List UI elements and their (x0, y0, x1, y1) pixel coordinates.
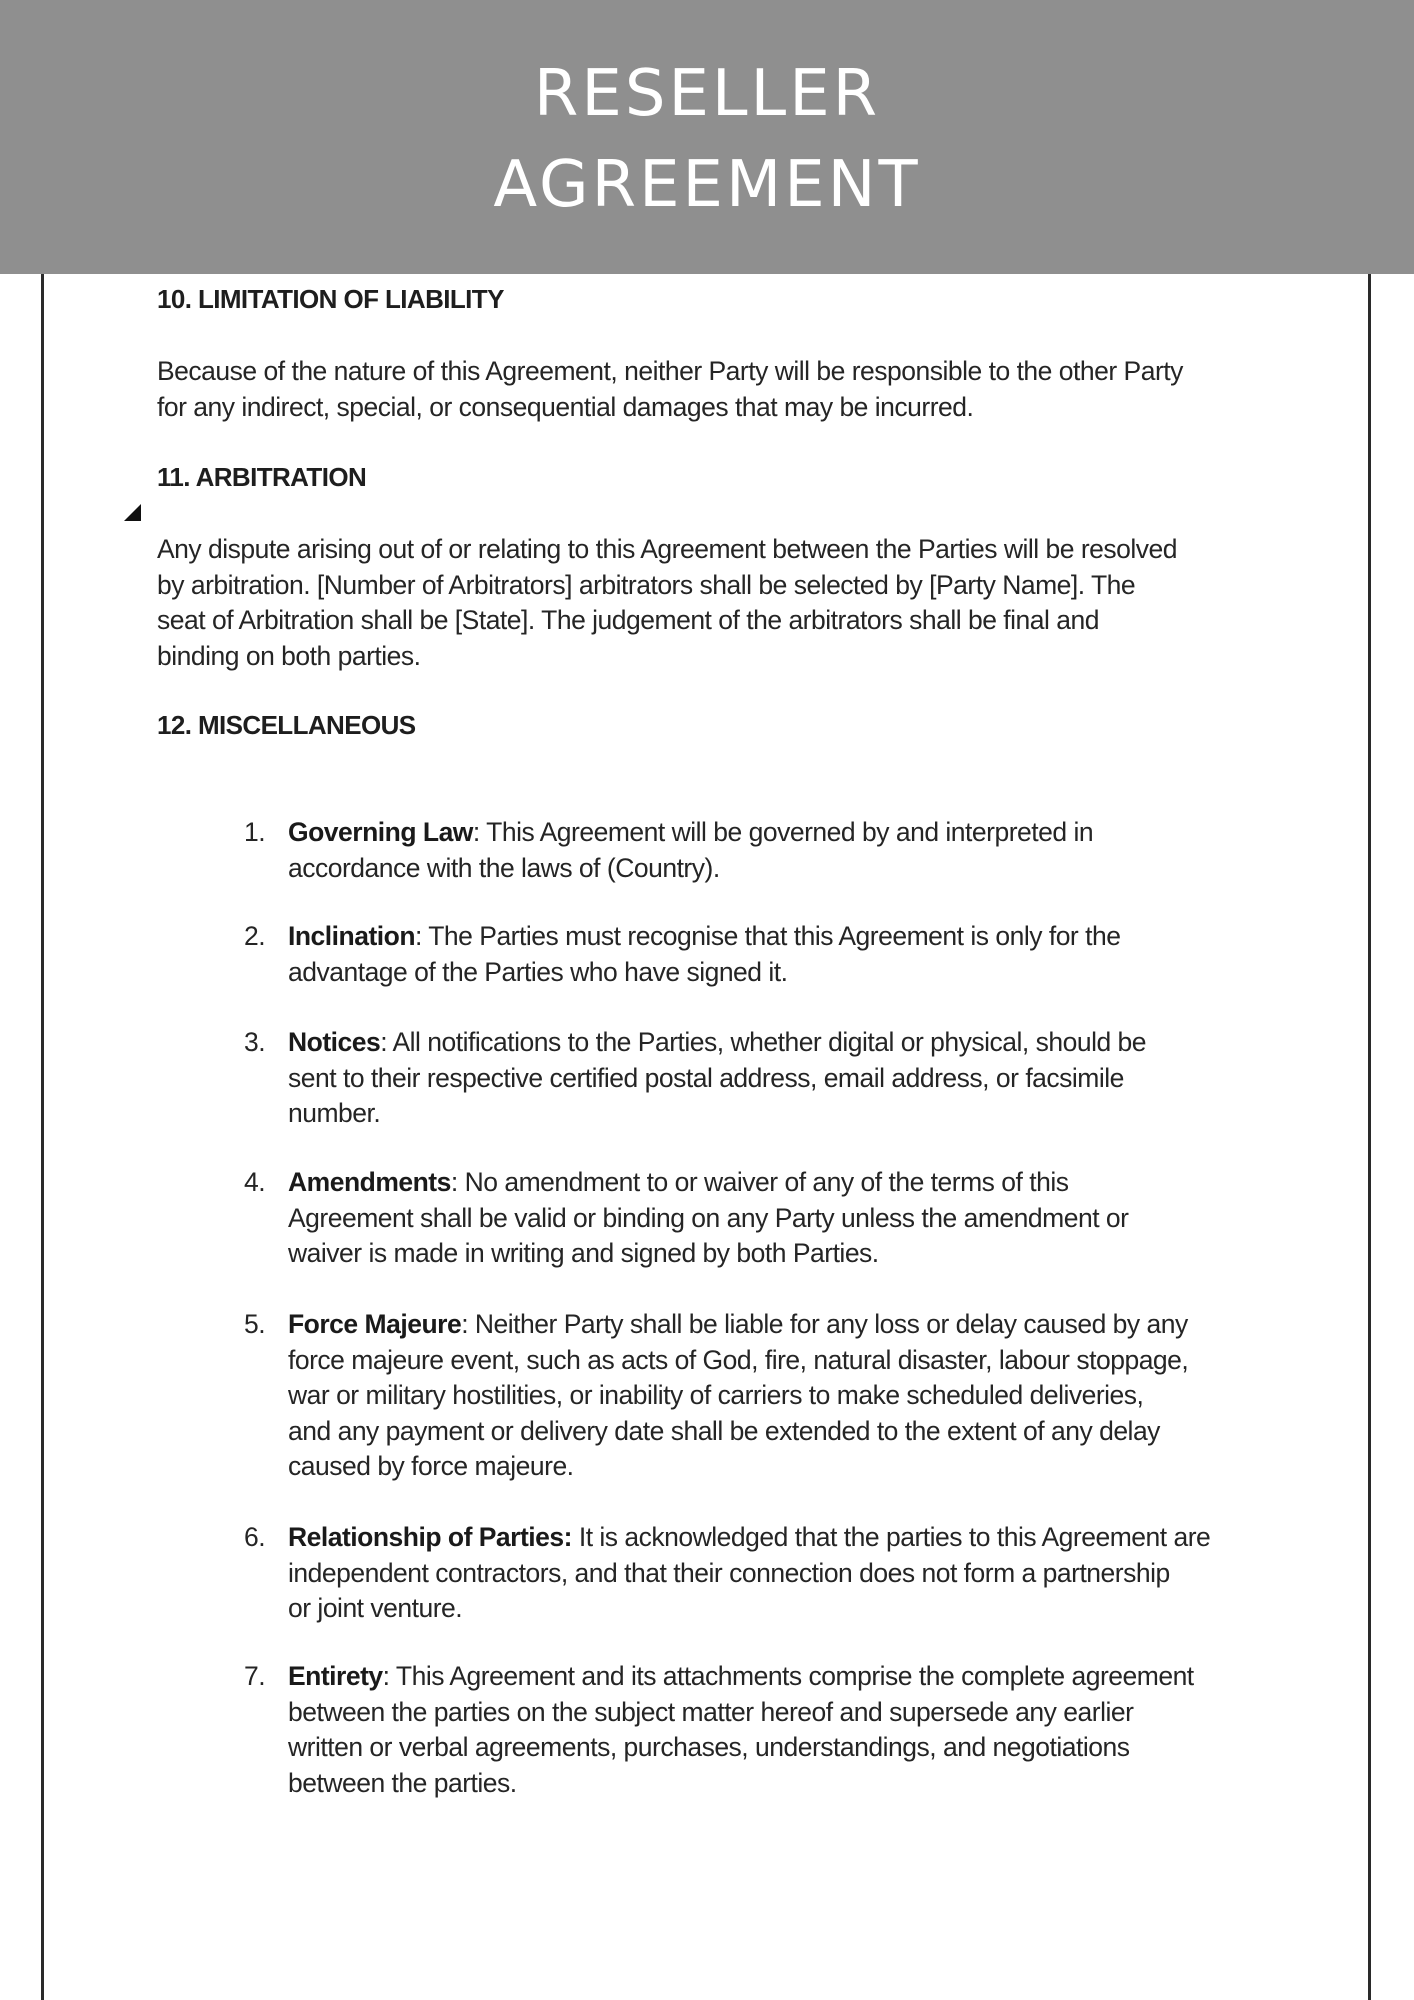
list-item-text (288, 815, 1093, 886)
list-item-text-line: independent contractors, and that their connection does not form a partnership (288, 1557, 1170, 1588)
paragraph-line: binding on both parties. (157, 640, 421, 671)
list-item-term: Force Majeure (288, 1309, 462, 1339)
section-11-paragraph (157, 532, 1257, 674)
list-item-text-line: waiver is made in writing and signed by both Parties. (288, 1238, 879, 1268)
banner-title-line-1: RESELLER (533, 57, 881, 131)
list-item-text (288, 1025, 1146, 1132)
list-item-text-line: : This Agreement will be governed by and interpreted in (472, 817, 1094, 847)
list-item-term: Amendments (288, 1167, 451, 1197)
list-item-text-line: : Neither Party shall be liable for any loss or delay caused by any (461, 1309, 1188, 1339)
list-item-text-line: force majeure event, such as acts of God, fire, natural disaster, labour stoppage, (288, 1344, 1189, 1375)
list-item-term: Governing Law (288, 817, 473, 847)
list-number: 1. (244, 817, 266, 847)
paragraph-line: Because of the nature of this Agreement, neither Party will be responsible to the other Party (157, 356, 1183, 386)
list-item-text-line: written or verbal agreements, purchases, understandings, and negotiations (288, 1732, 1130, 1762)
list-item-term: Entirety (288, 1661, 383, 1691)
list-number: 6. (244, 1522, 266, 1552)
list-item-term: Relationship of Parties: (288, 1522, 572, 1552)
list-item-text-line: accordance with the laws of (Country). (288, 852, 720, 883)
list-number: 4. (244, 1167, 266, 1197)
list-item-text (288, 919, 1120, 990)
list-item-text-line: It is acknowledged that the parties to this Agreement are (571, 1522, 1211, 1552)
section-11-heading: 11. ARBITRATION (157, 462, 367, 492)
list-item-text (288, 1659, 1194, 1801)
title-banner (0, 0, 1414, 274)
banner-title-line-2: AGREEMENT (493, 148, 921, 222)
list-item-text-line: : This Agreement and its attachments comprise the complete agreement (382, 1661, 1194, 1691)
list-item-text-line: number. (288, 1098, 381, 1128)
list-item-text-line: between the parties. (288, 1767, 517, 1798)
list-item-text-line: war or military hostilities, or inability of carriers to make scheduled deliveries, (288, 1380, 1144, 1410)
list-item-text-line: or joint venture. (288, 1593, 463, 1623)
list-number: 3. (244, 1027, 266, 1057)
list-item-term: Notices (288, 1027, 381, 1057)
list-number: 2. (244, 921, 266, 951)
paragraph-line: by arbitration. [Number of Arbitrators] arbitrators shall be selected by [Party Name]. The (157, 569, 1136, 600)
section-10-paragraph (157, 354, 1257, 425)
list-item-text-line: Agreement shall be valid or binding on any Party unless the amendment or (288, 1202, 1129, 1233)
section-12-heading: 12. MISCELLANEOUS (157, 710, 416, 740)
paragraph-line: for any indirect, special, or consequential damages that may be incurred. (157, 391, 974, 422)
list-item-text-line: advantage of the Parties who have signed it. (288, 956, 788, 987)
list-item-text-line: sent to their respective certified postal address, email address, or facsimile (288, 1062, 1124, 1093)
list-item-text-line: caused by force majeure. (288, 1451, 574, 1481)
paragraph-line: seat of Arbitration shall be [State]. The judgement of the arbitrators shall be final and (157, 605, 1099, 635)
list-item-term: Inclination (288, 921, 415, 951)
list-item-text (288, 1307, 1188, 1485)
list-item-text-line: : All notifications to the Parties, whether digital or physical, should be (380, 1027, 1147, 1057)
list-item-text-line: between the parties on the subject matter hereof and supersede any earlier (288, 1696, 1134, 1727)
list-item-text-line: : No amendment to or waiver of any of the terms of this (450, 1167, 1069, 1197)
list-item-text-line: : The Parties must recognise that this Agreement is only for the (415, 921, 1121, 951)
list-item-text (288, 1520, 1210, 1627)
section-10-heading: 10. LIMITATION OF LIABILITY (157, 284, 504, 314)
list-item-text (288, 1165, 1128, 1272)
paragraph-line: Any dispute arising out of or relating to this Agreement between the Parties will be resolved (157, 534, 1177, 564)
collapse-triangle-icon[interactable] (124, 504, 141, 521)
list-number: 7. (244, 1661, 266, 1691)
list-item-text-line: and any payment or delivery date shall be extended to the extent of any delay (288, 1415, 1160, 1446)
list-number: 5. (244, 1309, 266, 1339)
